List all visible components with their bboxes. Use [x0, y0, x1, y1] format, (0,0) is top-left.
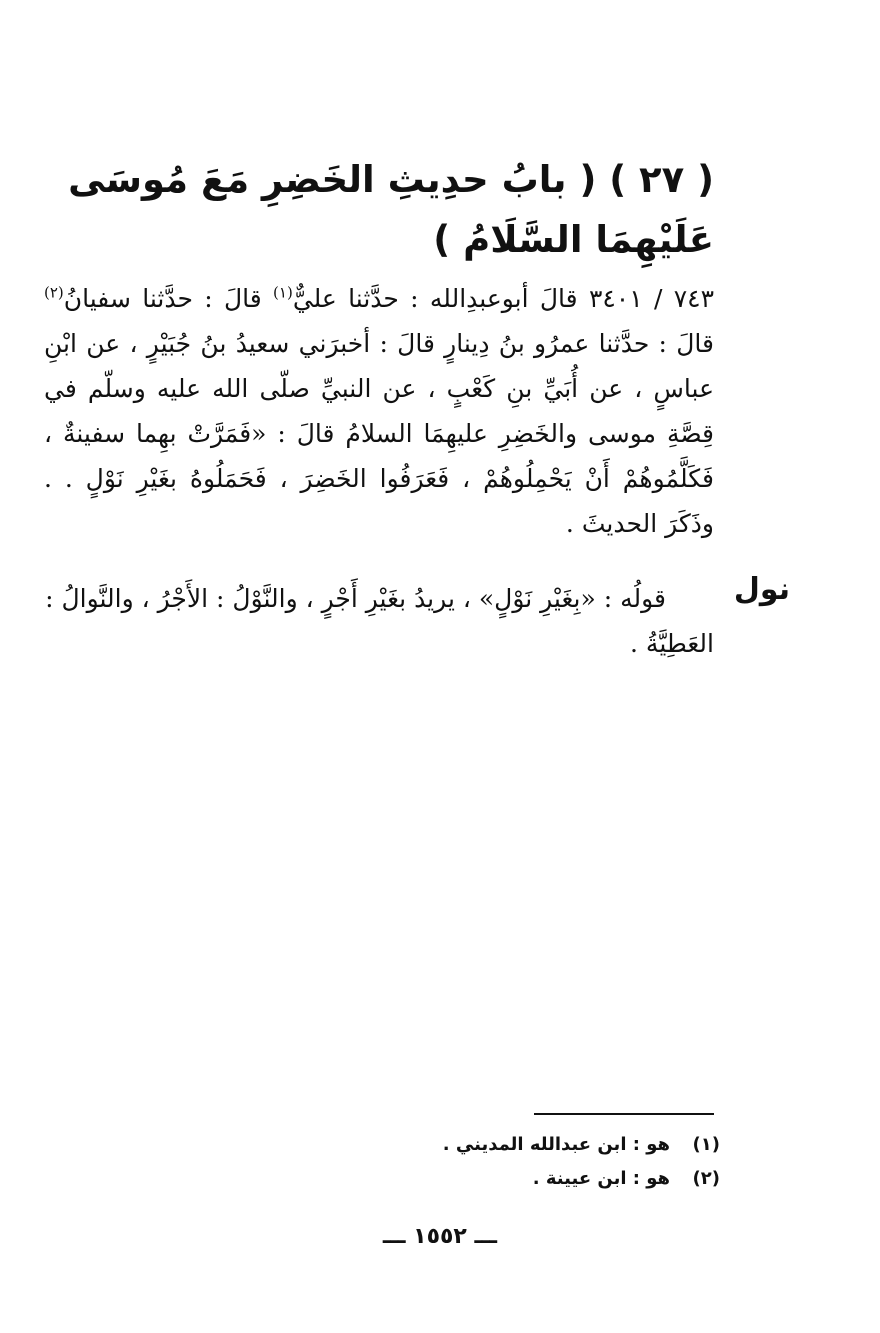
- hadith-paragraph: [44, 276, 714, 546]
- gloss-keyword: نول: [733, 572, 790, 607]
- footnote-item: [300, 1128, 720, 1162]
- footnote-number: (١): [692, 1134, 720, 1155]
- footnote-number: (٢): [692, 1168, 720, 1189]
- hadith-number: ٧٤٣ / ٣٤٠١: [588, 284, 715, 313]
- footnote-marker-1[interactable]: (١): [273, 283, 293, 302]
- footnote-item: [300, 1162, 720, 1196]
- chapter-title: ( ٢٧ ) ( بابُ حدِيثِ الخَضِرِ مَعَ مُوسَى عَلَيْهِمَا السَّلَامُ ): [68, 158, 714, 261]
- gloss-text: قولُه : «بِغَيْرِ نَوْلٍ» ، يريدُ بغَيْرِ أَجْرٍ ، والنَّوْلُ : الأَجْرُ ، والنَّوالُ : العَطِيَّةُ .: [45, 584, 714, 658]
- footnotes-list: [300, 1128, 720, 1196]
- page-number: ـــ ١٥٥٢ ـــ: [382, 1224, 498, 1249]
- hadith-text-part1: قالَ أبوعبدِالله : حدَّثنا عليٌّ: [292, 284, 578, 313]
- hadith-text-part3: قالَ : حدَّثنا عمرُو بنُ دِينارٍ قالَ : أخبرَني سعيدُ بنُ جُبَيْرٍ ، عن ابْنِ عباسٍ ، عن أُبَيِّ بنِ كَعْبٍ ، عن النبيِّ صلّى الله عليه وسلّم في قِصَّةِ موسى والخَضِرِ عليهِمَا السلامُ قالَ : «فَمَرَّتْ بهِما سفينةٌ ، فَكَلَّمُوهُمْ أَنْ يَحْمِلُوهُمْ ، فَعَرَفُوا الخَضِرَ ، فَحَمَلُوهُ بغَيْرِ نَوْلٍ . . وذَكَرَ الحديثَ .: [44, 329, 714, 538]
- hadith-text-part2: قالَ : حدَّثنا سفيانُ: [63, 284, 262, 313]
- footnote-divider: [534, 1113, 714, 1115]
- footnote-marker-2[interactable]: (٢): [44, 283, 64, 302]
- footnote-text: هو : ابن عبدالله المديني .: [442, 1134, 670, 1155]
- gloss-paragraph: [44, 576, 714, 666]
- footnote-text: هو : ابن عيينة .: [532, 1168, 670, 1189]
